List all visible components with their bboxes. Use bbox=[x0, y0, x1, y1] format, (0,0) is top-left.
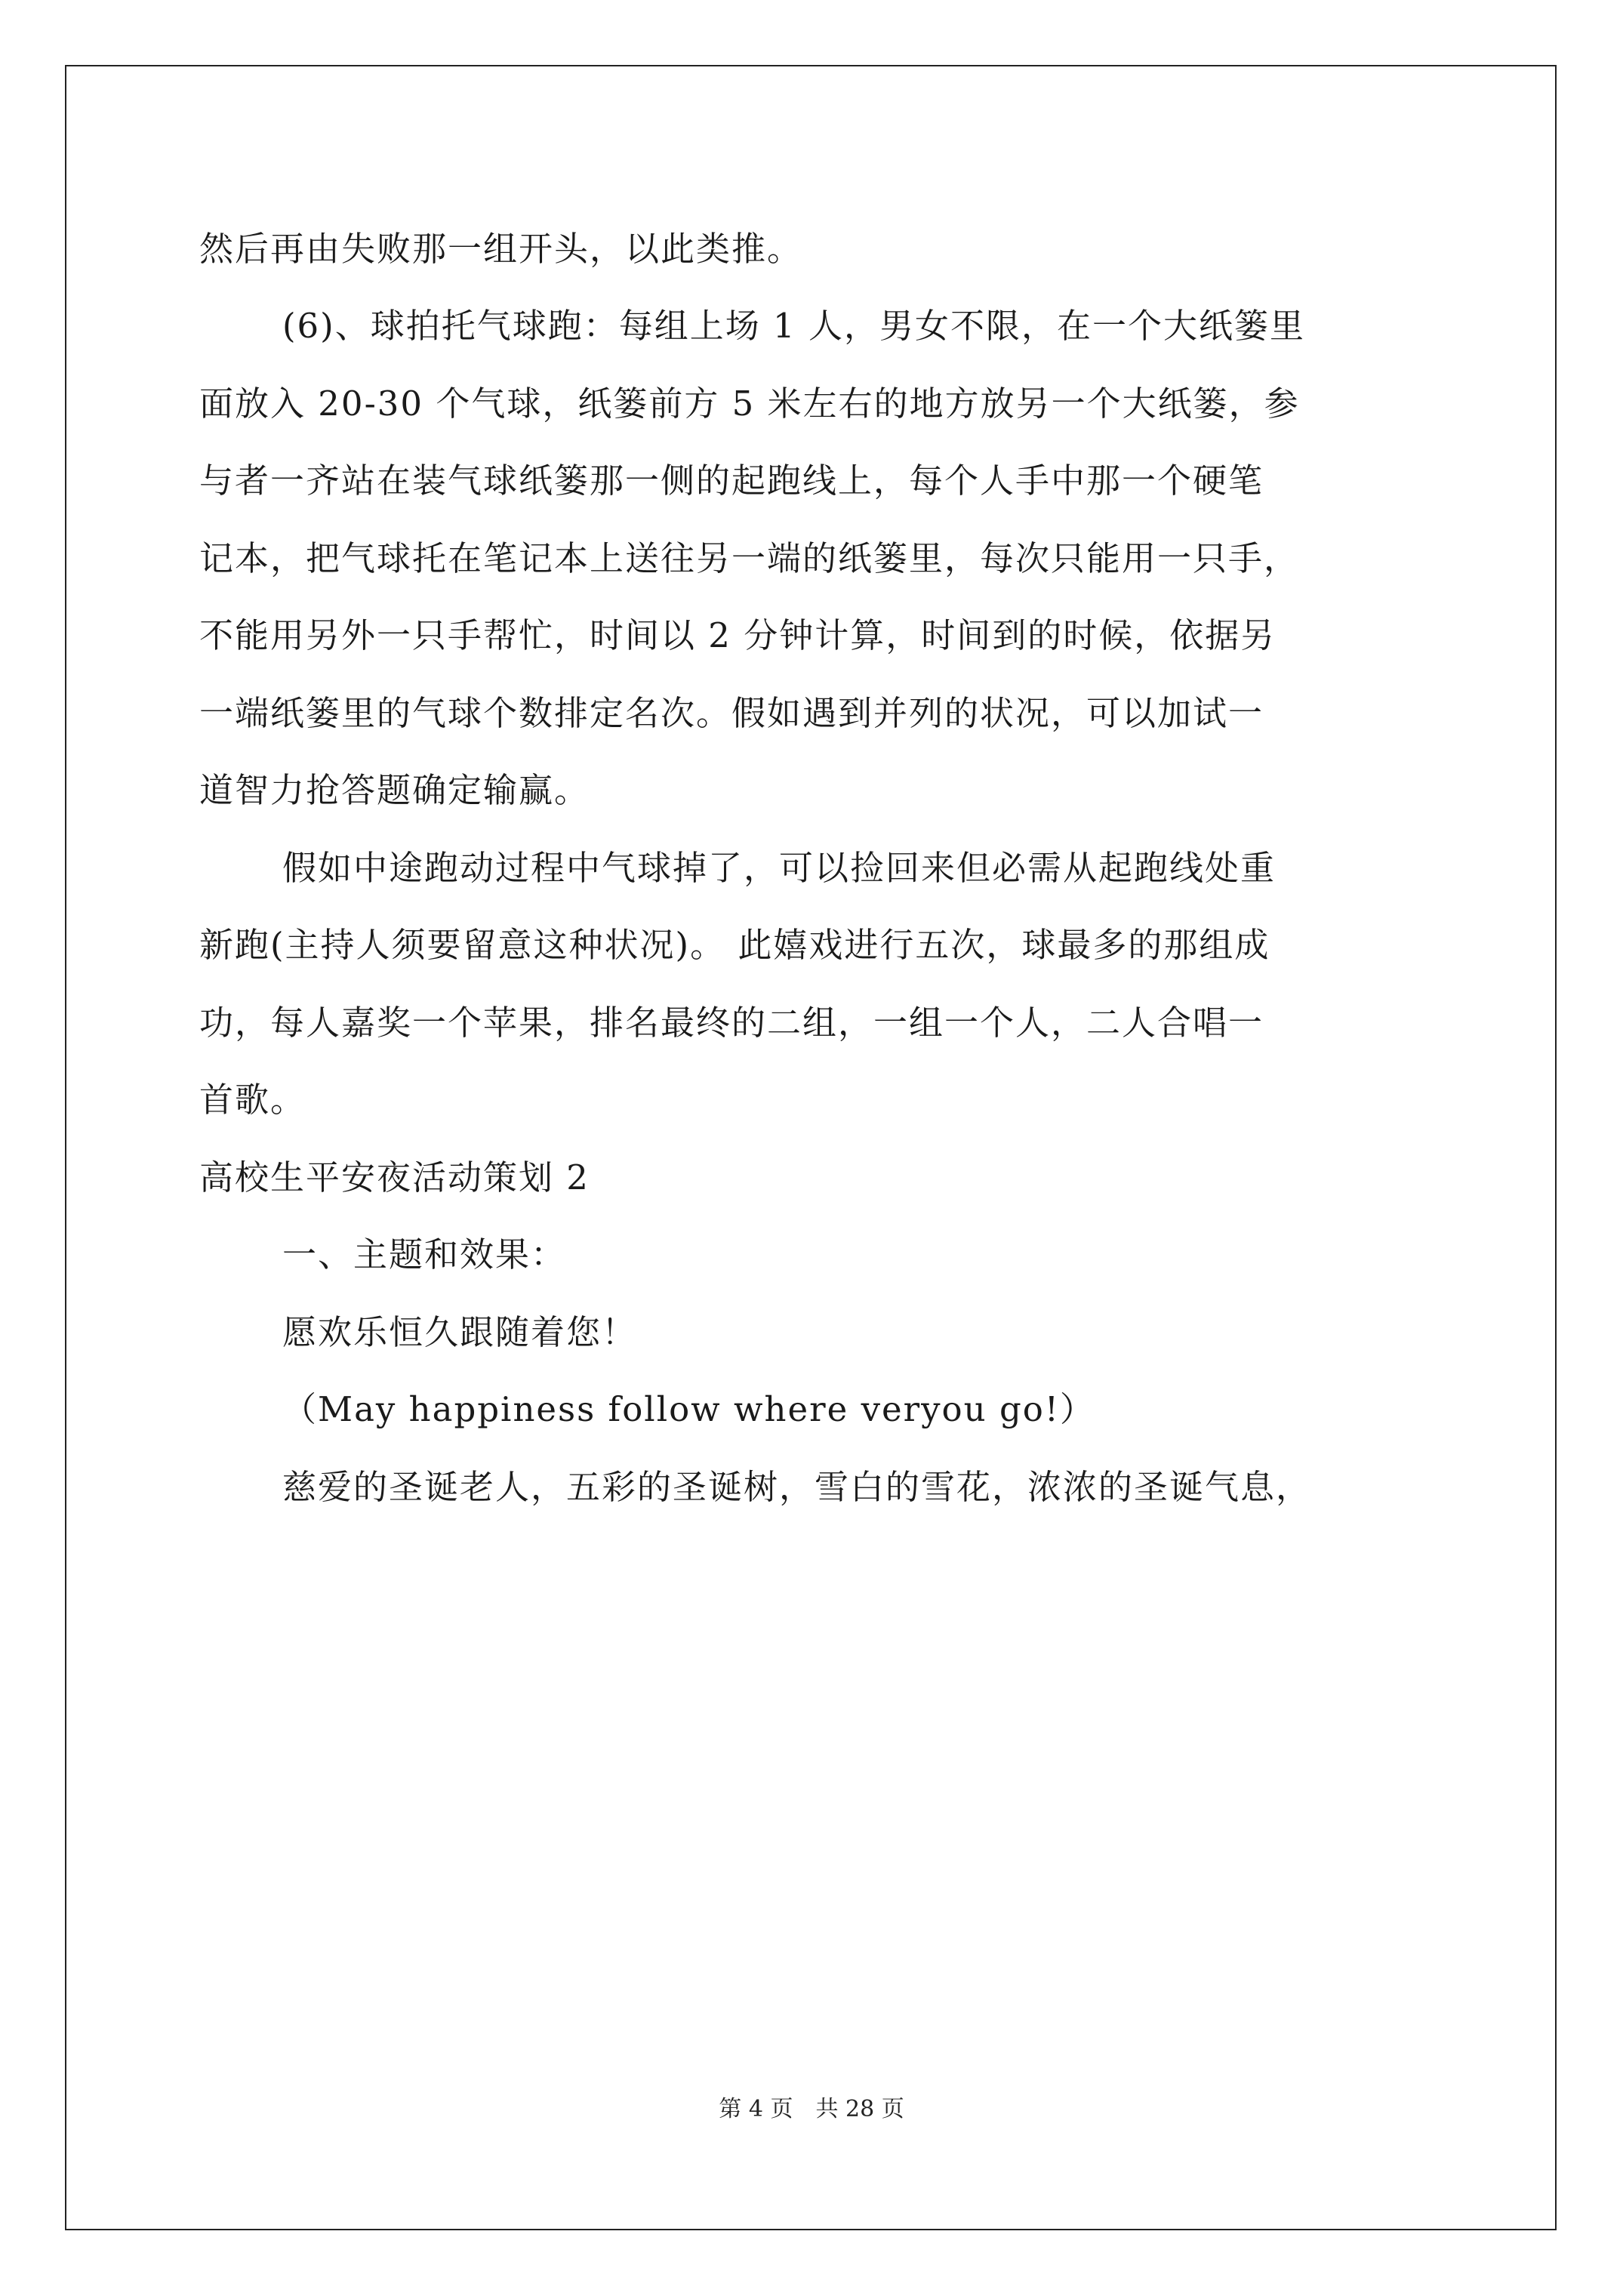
paragraph-line: 慈爱的圣诞老人，五彩的圣诞树，雪白的雪花，浓浓的圣诞气息， bbox=[282, 1467, 1312, 1507]
paragraph-line: 愿欢乐恒久跟随着您！ bbox=[282, 1312, 638, 1352]
paragraph-line: 功，每人嘉奖一个苹果，排名最终的二组，一组一个人，二人合唱一 bbox=[199, 1003, 1264, 1043]
paragraph-line: 不能用另外一只手帮忙，时间以 2 分钟计算，时间到的时候，依据另 bbox=[199, 615, 1277, 655]
page-number: 第 4 页 共 28 页 bbox=[719, 2096, 904, 2122]
paragraph-line: 假如中途跑动过程中气球掉了，可以捡回来但必需从起跑线处重 bbox=[282, 848, 1277, 888]
paragraph-line: 新跑(主持人须要留意这种状况)。 此嬉戏进行五次，球最多的那组成 bbox=[199, 925, 1270, 965]
paragraph-line: 面放入 20-30 个气球，纸篓前方 5 米左右的地方放另一个大纸篓，参 bbox=[199, 384, 1300, 424]
paragraph-line: 与者一齐站在装气球纸篓那一侧的起跑线上，每个人手中那一个硬笔 bbox=[199, 461, 1264, 501]
paragraph-line: 道智力抢答题确定输赢。 bbox=[199, 770, 590, 810]
sub-heading: 一、主题和效果： bbox=[282, 1234, 567, 1274]
paragraph-line: (6)、球拍托气球跑：每组上场 1 人，男女不限，在一个大纸篓里 bbox=[282, 306, 1305, 346]
paragraph-line: （May happiness follow where veryou go!） bbox=[282, 1389, 1095, 1429]
paragraph-line: 首歌。 bbox=[199, 1080, 306, 1120]
paragraph-line: 然后再由失败那一组开头，以此类推。 bbox=[199, 229, 803, 269]
paragraph-line: 记本，把气球托在笔记本上送往另一端的纸篓里，每次只能用一只手， bbox=[199, 538, 1300, 578]
section-heading: 高校生平安夜活动策划 2 bbox=[199, 1157, 590, 1197]
paragraph-line: 一端纸篓里的气球个数排定名次。假如遇到并列的状况，可以加试一 bbox=[199, 693, 1264, 733]
